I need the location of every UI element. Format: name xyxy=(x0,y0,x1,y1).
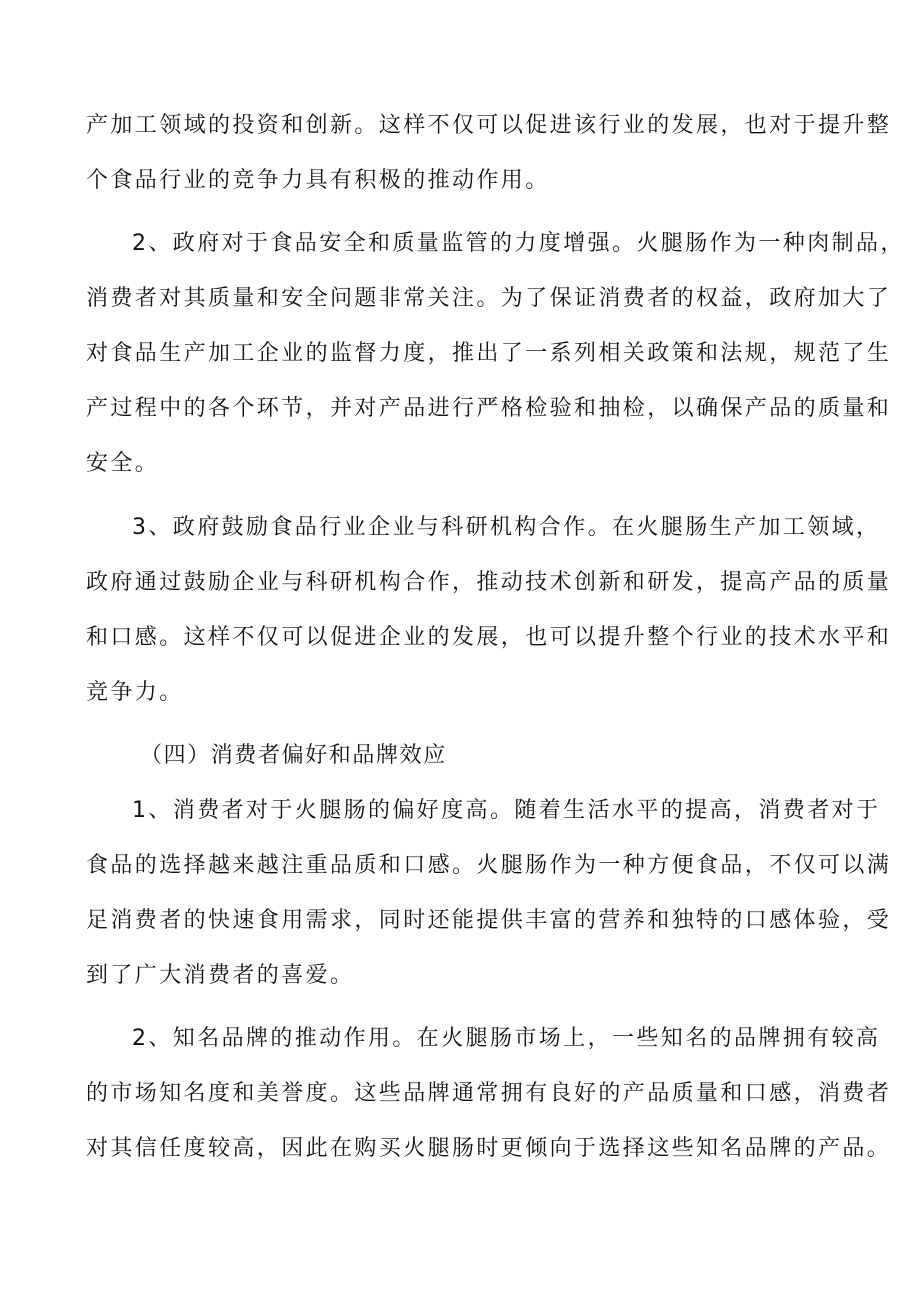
text-line: 1、消费者对于火腿肠的偏好度高。随着生活水平的提高，消费者对于 xyxy=(132,798,881,823)
text-line: 对食品生产加工企业的监督力度，推出了一系列相关政策和法规，规范了生 xyxy=(86,341,892,366)
text-line: 个食品行业的竞争力具有积极的推动作用。 xyxy=(86,168,550,193)
text-line: 和口感。这样不仅可以促进企业的发展，也可以提升整个行业的技术水平和 xyxy=(86,625,892,650)
text-line: 的市场知名度和美誉度。这些品牌通常拥有良好的产品质量和口感，消费者 xyxy=(86,1081,892,1106)
text-line: 产过程中的各个环节，并对产品进行严格检验和抽检，以确保产品的质量和 xyxy=(86,396,892,421)
text-line: 对其信任度较高，因此在购买火腿肠时更倾向于选择这些知名品牌的产品。 xyxy=(86,1136,892,1161)
text-line: 竞争力。 xyxy=(86,680,184,705)
text-line: 3、政府鼓励食品行业企业与科研机构合作。在火腿肠生产加工领域， xyxy=(132,515,881,540)
text-line: 足消费者的快速食用需求，同时还能提供丰富的营养和独特的口感体验，受 xyxy=(86,908,892,933)
text-line: 安全。 xyxy=(86,451,160,476)
text-line: 2、知名品牌的推动作用。在火腿肠市场上，一些知名的品牌拥有较高 xyxy=(132,1026,881,1051)
text-line: 2、政府对于食品安全和质量监管的力度增强。火腿肠作为一种肉制品， xyxy=(132,231,905,256)
text-line: 到了广大消费者的喜爱。 xyxy=(86,963,355,988)
text-line: 政府通过鼓励企业与科研机构合作，推动技术创新和研发，提高产品的质量 xyxy=(86,570,892,595)
section-heading: （四）消费者偏好和品牌效应 xyxy=(140,743,447,768)
text-line: 食品的选择越来越注重品质和口感。火腿肠作为一种方便食品，不仅可以满 xyxy=(86,853,892,878)
text-line: 产加工领域的投资和创新。这样不仅可以促进该行业的发展，也对于提升整 xyxy=(86,113,892,138)
text-line: 消费者对其质量和安全问题非常关注。为了保证消费者的权益，政府加大了 xyxy=(86,286,892,311)
